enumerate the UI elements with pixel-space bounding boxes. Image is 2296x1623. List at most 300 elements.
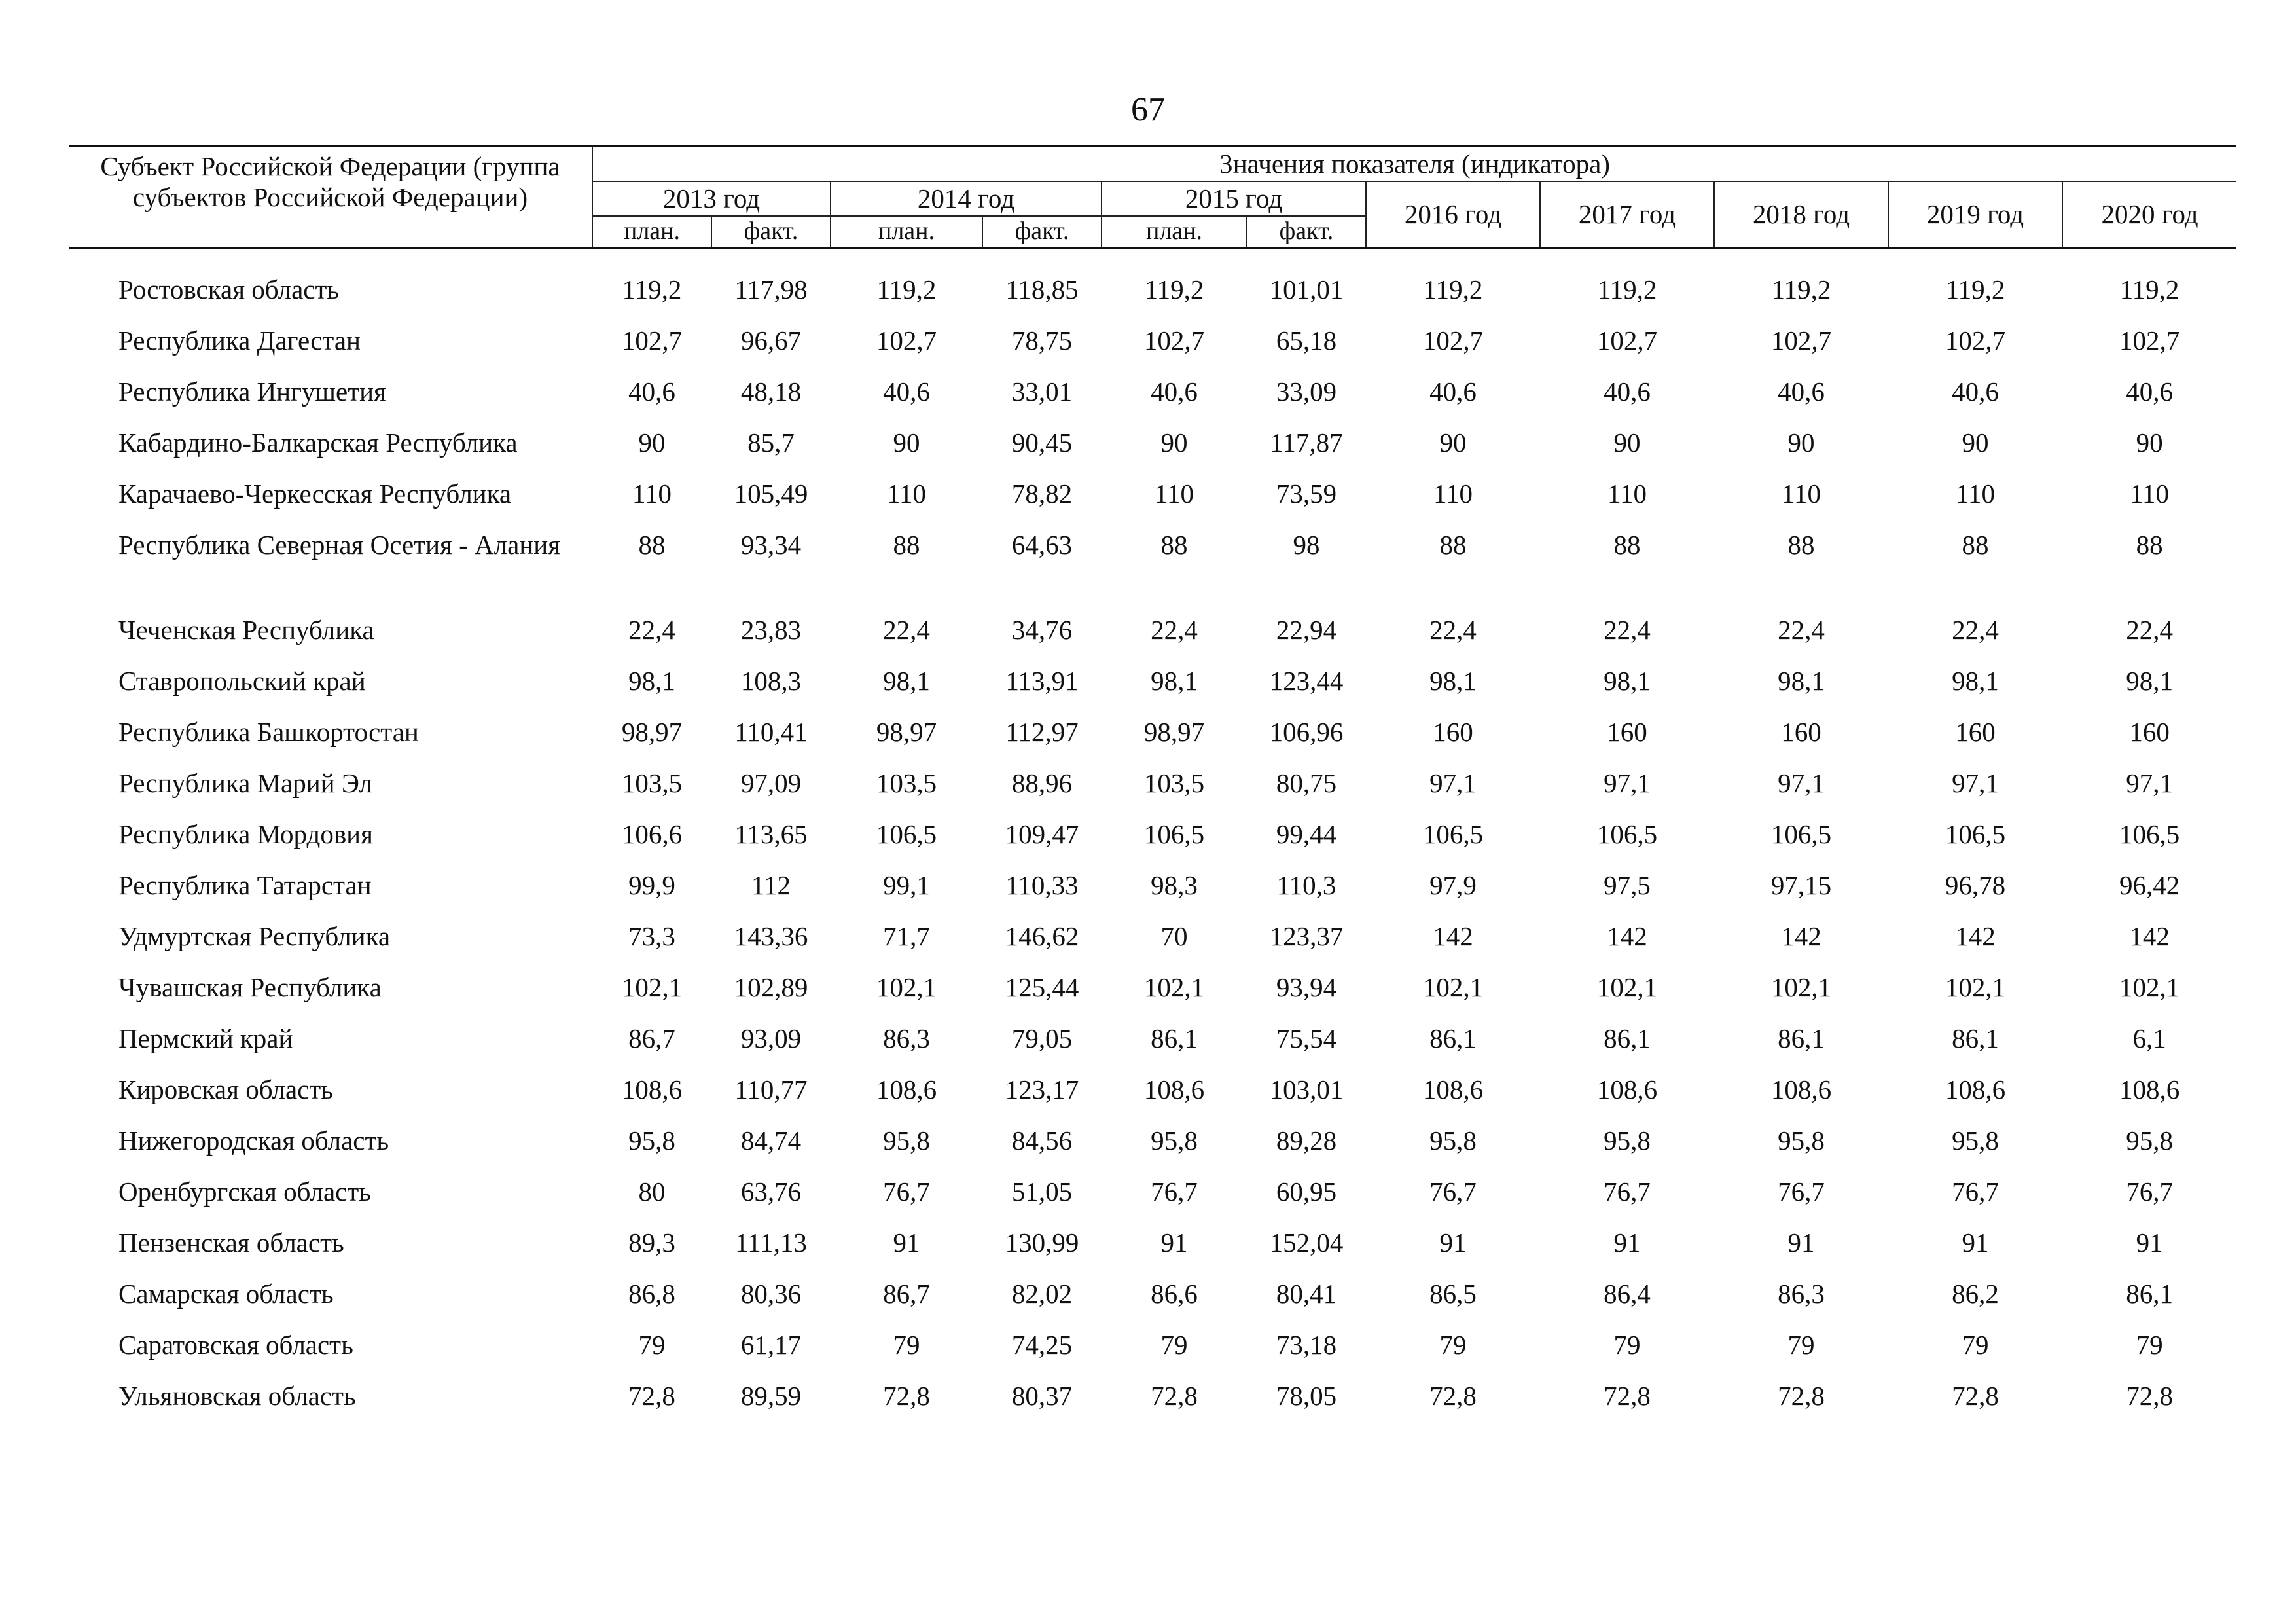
- value-cell: 119,2: [1423, 274, 1483, 304]
- indicator-header: Значения показателя (индикатора): [592, 147, 2236, 182]
- region-name: Нижегородская область: [118, 1125, 389, 1156]
- value-cell: 142: [1607, 921, 1647, 951]
- region-name: Самарская область: [118, 1279, 334, 1309]
- value-cell: 95,8: [1952, 1125, 1999, 1156]
- value-cell: 119,2: [1597, 274, 1657, 304]
- region-name: Республика Северная Осетия - Алания: [118, 530, 561, 560]
- value-cell: 40,6: [1429, 376, 1477, 407]
- value-cell: 76,7: [1952, 1176, 1999, 1207]
- value-cell: 110: [1782, 479, 1821, 509]
- header-spacer: [69, 248, 2236, 276]
- value-cell: 96,42: [2119, 870, 2180, 900]
- value-cell: 97,15: [1770, 870, 1832, 900]
- value-cell: 106,5: [1596, 819, 1658, 849]
- value-cell: 110,41: [734, 717, 808, 747]
- value-cell: 97,09: [740, 768, 802, 798]
- region-name: Оренбургская область: [118, 1176, 371, 1207]
- region-name: Республика Татарстан: [118, 870, 372, 900]
- value-cell: 22,4: [1604, 615, 1651, 645]
- value-cell: 73,18: [1276, 1330, 1337, 1360]
- value-cell: 61,17: [740, 1330, 802, 1360]
- year-header-2014: 2014 год: [831, 181, 1102, 216]
- value-cell: 99,1: [883, 870, 930, 900]
- value-cell: 91: [2136, 1228, 2163, 1258]
- value-cell: 88: [1613, 530, 1641, 560]
- value-cell: 106,96: [1269, 717, 1344, 747]
- value-cell: 78,05: [1276, 1381, 1337, 1411]
- value-cell: 88: [1787, 530, 1815, 560]
- value-cell: 113,91: [1005, 666, 1079, 696]
- table-row: [69, 1330, 2236, 1381]
- value-cell: 110: [632, 479, 672, 509]
- value-cell: 102,7: [621, 325, 683, 356]
- value-cell: 65,18: [1276, 325, 1337, 356]
- value-cell: 60,95: [1276, 1176, 1337, 1207]
- value-cell: 95,8: [1604, 1125, 1651, 1156]
- value-cell: 123,17: [1005, 1074, 1079, 1104]
- value-cell: 90,45: [1011, 428, 1073, 458]
- value-cell: 86,2: [1952, 1279, 1999, 1309]
- value-cell: 146,62: [1005, 921, 1079, 951]
- value-cell: 103,5: [621, 768, 683, 798]
- value-cell: 79: [1160, 1330, 1188, 1360]
- value-cell: 106,5: [876, 819, 937, 849]
- value-cell: 86,1: [1604, 1023, 1651, 1053]
- value-cell: 97,1: [1429, 768, 1477, 798]
- value-cell: 75,54: [1276, 1023, 1337, 1053]
- region-name: Республика Башкортостан: [118, 717, 419, 747]
- value-cell: 110,77: [734, 1074, 808, 1104]
- fact-header-2015: факт.: [1247, 216, 1366, 248]
- table-row: [69, 275, 2236, 326]
- table-row: [69, 973, 2236, 1024]
- value-cell: 93,94: [1276, 972, 1337, 1002]
- value-cell: 73,59: [1276, 479, 1337, 509]
- value-cell: 86,7: [883, 1279, 930, 1309]
- table-row: [69, 615, 2236, 666]
- region-name: Республика Ингушетия: [118, 376, 386, 407]
- value-cell: 93,34: [740, 530, 802, 560]
- region-name: Ульяновская область: [118, 1381, 356, 1411]
- region-name: Ростовская область: [118, 274, 340, 304]
- value-cell: 95,8: [1778, 1125, 1825, 1156]
- value-cell: 72,8: [628, 1381, 675, 1411]
- value-cell: 40,6: [628, 376, 675, 407]
- value-cell: 63,76: [740, 1176, 802, 1207]
- value-cell: 111,13: [735, 1228, 807, 1258]
- value-cell: 119,2: [2119, 274, 2179, 304]
- table-row: [69, 1177, 2236, 1228]
- table-row: [69, 820, 2236, 871]
- value-cell: 91: [1962, 1228, 1989, 1258]
- value-cell: 102,1: [621, 972, 683, 1002]
- value-cell: 98,1: [1778, 666, 1825, 696]
- value-cell: 108,6: [2119, 1074, 2180, 1104]
- value-cell: 110: [2130, 479, 2170, 509]
- value-cell: 98: [1293, 530, 1320, 560]
- value-cell: 79: [1962, 1330, 1989, 1360]
- value-cell: 79: [2136, 1330, 2163, 1360]
- value-cell: 33,01: [1011, 376, 1073, 407]
- value-cell: 22,4: [1151, 615, 1198, 645]
- value-cell: 76,7: [2126, 1176, 2173, 1207]
- value-cell: 119,2: [622, 274, 682, 304]
- value-cell: 91: [1160, 1228, 1188, 1258]
- value-cell: 82,02: [1011, 1279, 1073, 1309]
- value-cell: 80: [638, 1176, 666, 1207]
- value-cell: 22,4: [1778, 615, 1825, 645]
- value-cell: 123,44: [1269, 666, 1344, 696]
- value-cell: 97,1: [1604, 768, 1651, 798]
- value-cell: 97,5: [1604, 870, 1651, 900]
- value-cell: 101,01: [1269, 274, 1344, 304]
- value-cell: 88,96: [1011, 768, 1073, 798]
- plan-header-2014: план.: [831, 216, 982, 248]
- value-cell: 102,7: [876, 325, 937, 356]
- year-header-2016: 2016 год: [1366, 181, 1540, 248]
- value-cell: 22,4: [1952, 615, 1999, 645]
- value-cell: 108,6: [1770, 1074, 1832, 1104]
- value-cell: 86,3: [1778, 1279, 1825, 1309]
- value-cell: 119,2: [1144, 274, 1204, 304]
- value-cell: 80,75: [1276, 768, 1337, 798]
- value-cell: 103,5: [1143, 768, 1205, 798]
- region-name: Кировская область: [118, 1074, 334, 1104]
- value-cell: 76,7: [1429, 1176, 1477, 1207]
- value-cell: 34,76: [1011, 615, 1073, 645]
- value-cell: 99,44: [1276, 819, 1337, 849]
- table-row: [69, 530, 2236, 615]
- value-cell: 98,1: [1151, 666, 1198, 696]
- value-cell: 98,1: [1604, 666, 1651, 696]
- value-cell: 96,67: [740, 325, 802, 356]
- value-cell: 86,1: [1151, 1023, 1198, 1053]
- value-cell: 152,04: [1269, 1228, 1344, 1258]
- value-cell: 40,6: [1151, 376, 1198, 407]
- value-cell: 123,37: [1269, 921, 1344, 951]
- value-cell: 117,98: [734, 274, 808, 304]
- value-cell: 98,3: [1151, 870, 1198, 900]
- value-cell: 90: [1613, 428, 1641, 458]
- value-cell: 80,41: [1276, 1279, 1337, 1309]
- value-cell: 118,85: [1005, 274, 1079, 304]
- value-cell: 119,2: [1771, 274, 1831, 304]
- value-cell: 84,74: [740, 1125, 802, 1156]
- value-cell: 95,8: [628, 1125, 675, 1156]
- value-cell: 95,8: [2126, 1125, 2173, 1156]
- value-cell: 110: [1433, 479, 1473, 509]
- value-cell: 108,6: [621, 1074, 683, 1104]
- value-cell: 160: [1955, 717, 1996, 747]
- value-cell: 91: [1613, 1228, 1641, 1258]
- value-cell: 48,18: [740, 376, 802, 407]
- value-cell: 79,05: [1011, 1023, 1073, 1053]
- region-name: Саратовская область: [118, 1330, 353, 1360]
- value-cell: 40,6: [1604, 376, 1651, 407]
- value-cell: 106,5: [2119, 819, 2180, 849]
- value-cell: 64,63: [1011, 530, 1073, 560]
- value-cell: 106,5: [1945, 819, 2006, 849]
- value-cell: 86,1: [1952, 1023, 1999, 1053]
- value-cell: 90: [638, 428, 666, 458]
- region-name: Удмуртская Республика: [118, 921, 391, 951]
- value-cell: 80,37: [1011, 1381, 1073, 1411]
- value-cell: 102,1: [1945, 972, 2006, 1002]
- value-cell: 102,7: [1770, 325, 1832, 356]
- value-cell: 88: [2136, 530, 2163, 560]
- region-name: Республика Марий Эл: [118, 768, 372, 798]
- value-cell: 103,5: [876, 768, 937, 798]
- value-cell: 102,1: [1143, 972, 1205, 1002]
- value-cell: 33,09: [1276, 376, 1337, 407]
- value-cell: 142: [1433, 921, 1473, 951]
- value-cell: 86,1: [1429, 1023, 1477, 1053]
- value-cell: 98,1: [1952, 666, 1999, 696]
- value-cell: 40,6: [1778, 376, 1825, 407]
- value-cell: 98,97: [621, 717, 683, 747]
- value-cell: 125,44: [1005, 972, 1079, 1002]
- value-cell: 96,78: [1945, 870, 2006, 900]
- value-cell: 97,1: [2126, 768, 2173, 798]
- value-cell: 89,3: [628, 1228, 675, 1258]
- value-cell: 79: [1439, 1330, 1467, 1360]
- value-cell: 90: [1160, 428, 1188, 458]
- value-cell: 90: [893, 428, 920, 458]
- value-cell: 88: [638, 530, 666, 560]
- value-cell: 40,6: [1952, 376, 1999, 407]
- value-cell: 70: [1160, 921, 1188, 951]
- value-cell: 108,6: [1143, 1074, 1205, 1104]
- table-row: [69, 769, 2236, 820]
- value-cell: 86,8: [628, 1279, 675, 1309]
- value-cell: 86,1: [1778, 1023, 1825, 1053]
- value-cell: 72,8: [1151, 1381, 1198, 1411]
- value-cell: 103,01: [1269, 1074, 1344, 1104]
- value-cell: 72,8: [1604, 1381, 1651, 1411]
- region-name: Ставропольский край: [118, 666, 366, 696]
- value-cell: 88: [1962, 530, 1989, 560]
- value-cell: 76,7: [883, 1176, 930, 1207]
- value-cell: 90: [2136, 428, 2163, 458]
- value-cell: 112,97: [1005, 717, 1079, 747]
- value-cell: 160: [2129, 717, 2170, 747]
- value-cell: 89,28: [1276, 1125, 1337, 1156]
- value-cell: 102,1: [1596, 972, 1658, 1002]
- table-row: [69, 1126, 2236, 1177]
- year-header-2018: 2018 год: [1714, 181, 1888, 248]
- region-name: Республика Дагестан: [118, 325, 361, 356]
- value-cell: 90: [1439, 428, 1467, 458]
- value-cell: 102,7: [2119, 325, 2180, 356]
- value-cell: 40,6: [883, 376, 930, 407]
- value-cell: 23,83: [740, 615, 802, 645]
- table-row: [69, 377, 2236, 428]
- value-cell: 93,09: [740, 1023, 802, 1053]
- value-cell: 97,1: [1952, 768, 1999, 798]
- value-cell: 105,49: [734, 479, 808, 509]
- value-cell: 97,9: [1429, 870, 1477, 900]
- value-cell: 106,6: [621, 819, 683, 849]
- value-cell: 72,8: [1778, 1381, 1825, 1411]
- value-cell: 88: [1439, 530, 1467, 560]
- value-cell: 76,7: [1604, 1176, 1651, 1207]
- value-cell: 102,7: [1596, 325, 1658, 356]
- value-cell: 110: [1155, 479, 1194, 509]
- region-name: Пермский край: [118, 1023, 293, 1053]
- value-cell: 102,1: [2119, 972, 2180, 1002]
- value-cell: 142: [1955, 921, 1996, 951]
- table-row: [69, 428, 2236, 479]
- value-cell: 51,05: [1011, 1176, 1073, 1207]
- value-cell: 79: [1613, 1330, 1641, 1360]
- value-cell: 98,1: [2126, 666, 2173, 696]
- table-row: [69, 479, 2236, 530]
- region-name: Чеченская Республика: [118, 615, 374, 645]
- value-cell: 109,47: [1005, 819, 1079, 849]
- value-cell: 110: [1607, 479, 1647, 509]
- year-header-2013: 2013 год: [592, 181, 831, 216]
- value-cell: 91: [893, 1228, 920, 1258]
- value-cell: 142: [1781, 921, 1821, 951]
- subject-column-header: Субъект Российской Федерации (группа субъектов Российской Федерации): [69, 147, 592, 248]
- table-row: [69, 1228, 2236, 1279]
- value-cell: 78,75: [1011, 325, 1073, 356]
- value-cell: 119,2: [1945, 274, 2005, 304]
- value-cell: 40,6: [2126, 376, 2173, 407]
- value-cell: 99,9: [628, 870, 675, 900]
- table-row: [69, 1381, 2236, 1432]
- value-cell: 110: [887, 479, 926, 509]
- value-cell: 110: [1956, 479, 1995, 509]
- value-cell: 102,1: [1770, 972, 1832, 1002]
- value-cell: 22,4: [1429, 615, 1477, 645]
- value-cell: 142: [2129, 921, 2170, 951]
- value-cell: 79: [1787, 1330, 1815, 1360]
- value-cell: 108,3: [740, 666, 802, 696]
- value-cell: 119,2: [876, 274, 937, 304]
- value-cell: 74,25: [1011, 1330, 1073, 1360]
- value-cell: 88: [1160, 530, 1188, 560]
- value-cell: 102,7: [1143, 325, 1205, 356]
- value-cell: 72,8: [1429, 1381, 1477, 1411]
- value-cell: 98,1: [628, 666, 675, 696]
- year-header-2020: 2020 год: [2062, 181, 2236, 248]
- value-cell: 72,8: [883, 1381, 930, 1411]
- year-header-2017: 2017 год: [1540, 181, 1714, 248]
- page-number: 67: [1131, 91, 1165, 128]
- value-cell: 86,4: [1604, 1279, 1651, 1309]
- value-cell: 91: [1787, 1228, 1815, 1258]
- value-cell: 73,3: [628, 921, 675, 951]
- value-cell: 160: [1781, 717, 1821, 747]
- table-row: [69, 871, 2236, 922]
- value-cell: 86,6: [1151, 1279, 1198, 1309]
- value-cell: 130,99: [1005, 1228, 1079, 1258]
- value-cell: 108,6: [1596, 1074, 1658, 1104]
- table-body: [69, 248, 2236, 1433]
- value-cell: 110,3: [1276, 870, 1336, 900]
- value-cell: 71,7: [883, 921, 930, 951]
- value-cell: 22,4: [2126, 615, 2173, 645]
- region-name: Карачаево-Черкесская Республика: [118, 479, 512, 509]
- value-cell: 90: [1787, 428, 1815, 458]
- value-cell: 102,7: [1945, 325, 2006, 356]
- value-cell: 89,59: [740, 1381, 802, 1411]
- value-cell: 102,1: [876, 972, 937, 1002]
- value-cell: 88: [893, 530, 920, 560]
- value-cell: 86,5: [1429, 1279, 1477, 1309]
- value-cell: 143,36: [734, 921, 808, 951]
- table-row: [69, 326, 2236, 377]
- year-header-2015: 2015 год: [1102, 181, 1366, 216]
- value-cell: 108,6: [876, 1074, 937, 1104]
- value-cell: 160: [1607, 717, 1647, 747]
- value-cell: 84,56: [1011, 1125, 1073, 1156]
- value-cell: 117,87: [1270, 428, 1343, 458]
- plan-header-2015: план.: [1102, 216, 1247, 248]
- fact-header-2014: факт.: [982, 216, 1102, 248]
- value-cell: 98,97: [1143, 717, 1205, 747]
- table-row: [69, 922, 2236, 973]
- value-cell: 98,1: [883, 666, 930, 696]
- fact-header-2013: факт.: [711, 216, 831, 248]
- plan-header-2013: план.: [592, 216, 711, 248]
- table-row: [69, 1075, 2236, 1126]
- value-cell: 98,97: [876, 717, 937, 747]
- value-cell: 110,33: [1005, 870, 1079, 900]
- value-cell: 102,89: [734, 972, 808, 1002]
- value-cell: 95,8: [883, 1125, 930, 1156]
- value-cell: 106,5: [1770, 819, 1832, 849]
- value-cell: 95,8: [1151, 1125, 1198, 1156]
- value-cell: 22,4: [883, 615, 930, 645]
- value-cell: 95,8: [1429, 1125, 1477, 1156]
- value-cell: 108,6: [1945, 1074, 2006, 1104]
- table-row: [69, 718, 2236, 769]
- region-name: Пензенская область: [118, 1228, 344, 1258]
- region-name: Чувашская Республика: [118, 972, 382, 1002]
- table-row: [69, 666, 2236, 718]
- value-cell: 79: [893, 1330, 920, 1360]
- value-cell: 72,8: [1952, 1381, 1999, 1411]
- year-header-2019: 2019 год: [1888, 181, 2062, 248]
- value-cell: 22,4: [628, 615, 675, 645]
- value-cell: 76,7: [1778, 1176, 1825, 1207]
- value-cell: 22,94: [1276, 615, 1337, 645]
- region-name: Республика Мордовия: [118, 819, 373, 849]
- value-cell: 113,65: [734, 819, 808, 849]
- value-cell: 102,1: [1422, 972, 1484, 1002]
- value-cell: 108,6: [1422, 1074, 1484, 1104]
- value-cell: 76,7: [1151, 1176, 1198, 1207]
- indicator-table: [69, 145, 2236, 1432]
- value-cell: 85,7: [747, 428, 795, 458]
- value-cell: 102,7: [1422, 325, 1484, 356]
- region-name: Кабардино-Балкарская Республика: [118, 428, 518, 458]
- value-cell: 72,8: [2126, 1381, 2173, 1411]
- value-cell: 98,1: [1429, 666, 1477, 696]
- value-cell: 80,36: [740, 1279, 802, 1309]
- value-cell: 91: [1439, 1228, 1467, 1258]
- value-cell: 86,7: [628, 1023, 675, 1053]
- value-cell: 86,3: [883, 1023, 930, 1053]
- value-cell: 90: [1962, 428, 1989, 458]
- value-cell: 160: [1433, 717, 1473, 747]
- value-cell: 112: [751, 870, 791, 900]
- value-cell: 6,1: [2132, 1023, 2166, 1053]
- table-row: [69, 1279, 2236, 1330]
- table-row: [69, 1024, 2236, 1075]
